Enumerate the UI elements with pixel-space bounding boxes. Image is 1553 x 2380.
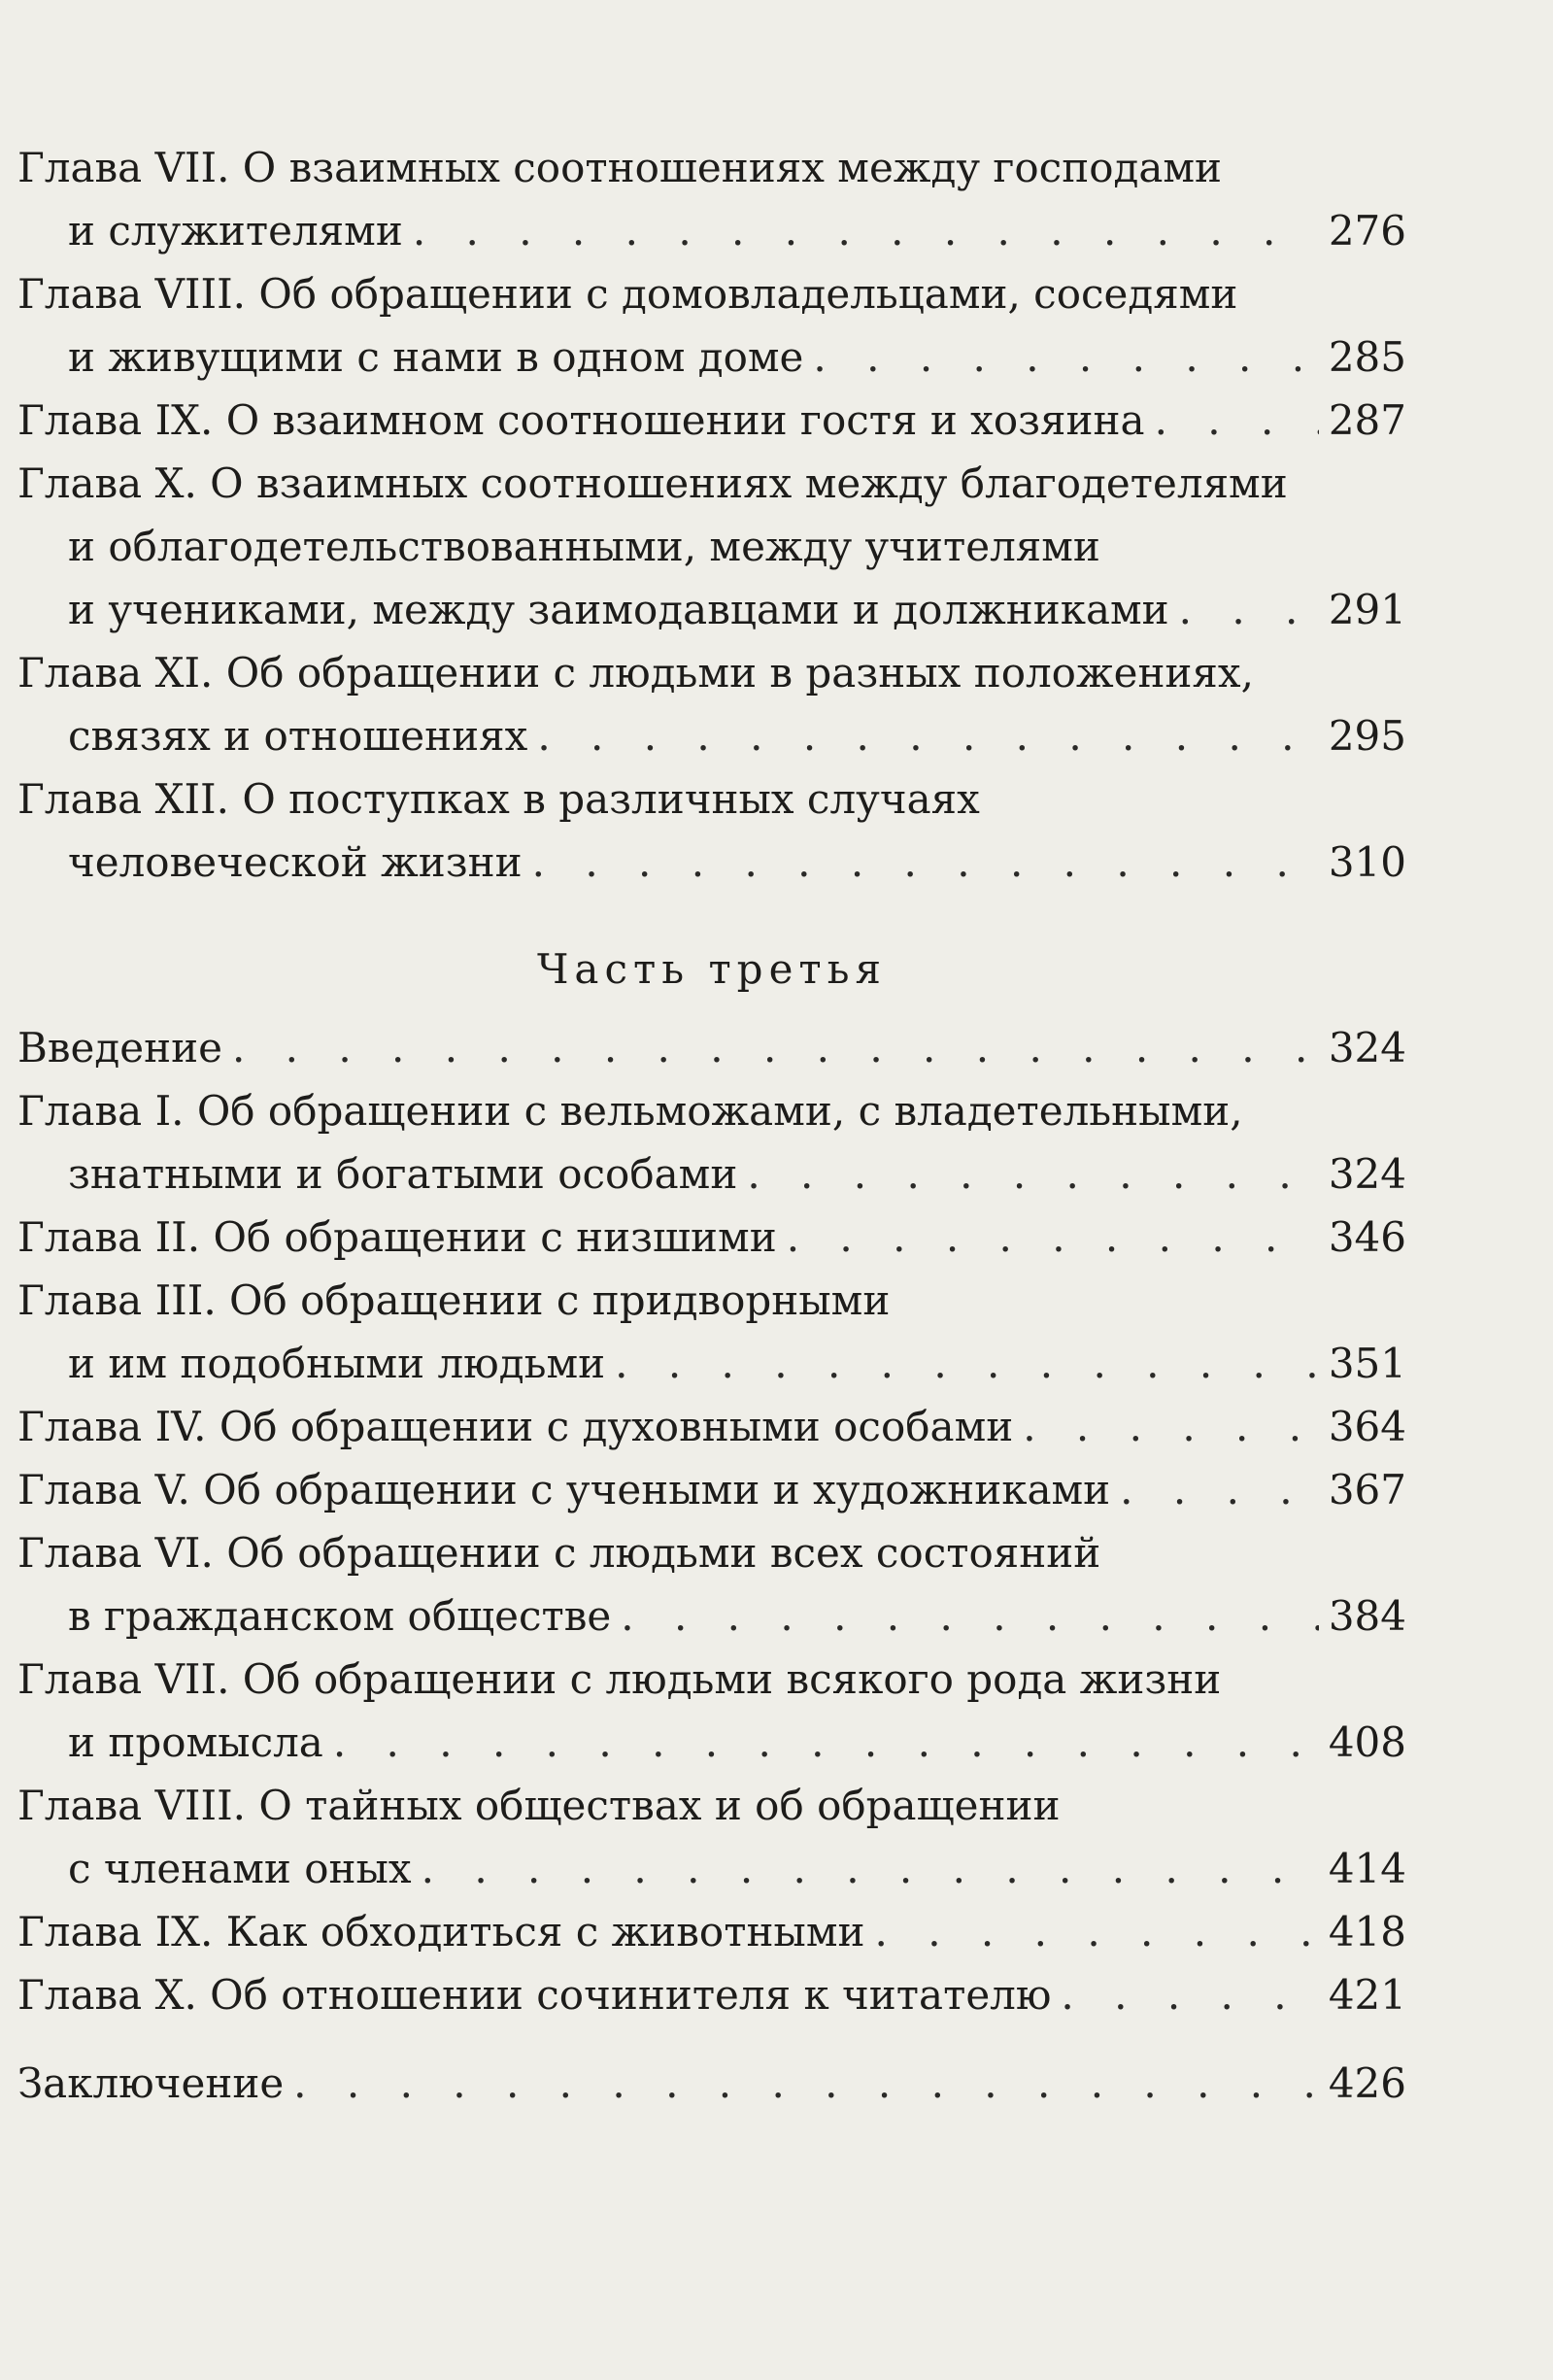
toc-entry-text: и служителями — [68, 207, 403, 255]
dot-leader — [232, 1016, 1319, 1079]
dot-leader — [537, 704, 1319, 767]
toc-entry-text: Глава V. Об обращении с учеными и художниками — [17, 1466, 1111, 1513]
toc-page-number: 310 — [1328, 838, 1406, 886]
toc-entry-text: Глава X. О взаимных соотношениях между благодетелями — [17, 459, 1288, 507]
dot-leader — [293, 2052, 1319, 2115]
part-three-title: Часть третья — [536, 945, 888, 993]
toc-line — [17, 1711, 1406, 1774]
toc-entry — [17, 262, 1406, 389]
dot-leader — [813, 325, 1318, 389]
dot-leader — [615, 1332, 1319, 1395]
toc-line — [17, 1963, 1406, 2026]
toc-line — [17, 452, 1406, 515]
dot-leader — [875, 1900, 1319, 1963]
toc-line — [17, 767, 1406, 831]
toc-page-number: 364 — [1328, 1403, 1406, 1450]
toc-entry-text: и промысла — [68, 1718, 323, 1766]
toc-part-three — [17, 1016, 1406, 2026]
toc-entry-text: Заключение — [17, 2059, 285, 2107]
toc-page-number: 285 — [1328, 333, 1406, 381]
spacer — [17, 2026, 1406, 2052]
toc-entry-text: Глава VI. Об обращении с людьми всех состояний — [17, 1529, 1101, 1577]
toc-line — [17, 1395, 1406, 1458]
toc-line — [17, 389, 1406, 452]
toc-entry — [17, 1521, 1406, 1648]
toc-entry-text: Глава X. Об отношении сочинителя к читателю — [17, 1971, 1052, 2019]
toc-line — [17, 1774, 1406, 1837]
toc-entry-text: Глава IX. Как обходиться с животными — [17, 1908, 865, 1955]
toc-page-number: 295 — [1328, 712, 1406, 760]
toc-page-number: 426 — [1328, 2059, 1406, 2107]
toc-entry — [17, 136, 1406, 262]
toc-entry-text: и учениками, между заимодавцами и должниками — [68, 586, 1169, 633]
toc-entry — [17, 389, 1406, 452]
toc-line — [17, 1332, 1406, 1395]
toc-page-number: 367 — [1328, 1466, 1406, 1513]
toc-entry-text: и им подобными людьми — [68, 1340, 606, 1387]
toc-page-number: 276 — [1328, 207, 1406, 255]
toc-page-number: 421 — [1328, 1971, 1406, 2019]
toc-entry — [17, 767, 1406, 894]
toc-page-number: 414 — [1328, 1845, 1406, 1892]
toc-entry-text: Глава XI. Об обращении с людьми в разных положениях, — [17, 649, 1254, 697]
toc-line — [17, 199, 1406, 262]
toc-line — [17, 1584, 1406, 1648]
toc-page-number: 351 — [1328, 1340, 1406, 1387]
toc-line — [17, 831, 1406, 894]
toc-entry-text: Глава II. Об обращении с низшими — [17, 1213, 777, 1261]
dot-leader — [787, 1206, 1319, 1269]
toc-line — [17, 325, 1406, 389]
dot-leader — [422, 1837, 1319, 1900]
toc-conclusion — [17, 2052, 1406, 2115]
toc-entry-text: с членами оных — [68, 1845, 412, 1892]
toc-entry-text: Глава III. Об обращении с придворными — [17, 1276, 891, 1324]
toc-entry-text: Глава IX. О взаимном соотношении гостя и хозяина — [17, 396, 1145, 444]
toc-entry-text: Введение — [17, 1024, 222, 1071]
toc-page-number: 324 — [1328, 1150, 1406, 1198]
toc-line — [17, 641, 1406, 704]
toc-line — [17, 1016, 1406, 1079]
toc-entry — [17, 2052, 1406, 2115]
toc-entry-text: и облагодетельствованными, между учителями — [68, 523, 1100, 570]
toc-line — [17, 1142, 1406, 1206]
dot-leader — [1155, 389, 1319, 452]
toc-line — [17, 1837, 1406, 1900]
toc-line — [17, 136, 1406, 199]
toc-line — [17, 1648, 1406, 1711]
toc-line — [17, 704, 1406, 767]
dot-leader — [747, 1142, 1318, 1206]
toc-entry — [17, 1963, 1406, 2026]
toc-entry — [17, 1016, 1406, 1079]
toc-entry — [17, 1648, 1406, 1774]
toc-entry — [17, 452, 1406, 641]
toc-line — [17, 2052, 1406, 2115]
toc-line — [17, 578, 1406, 641]
toc-entry — [17, 1269, 1406, 1395]
toc-entry-text: Глава VII. О взаимных соотношениях между господами — [17, 144, 1223, 191]
toc-page-number: 346 — [1328, 1213, 1406, 1261]
toc-entry-text: знатными и богатыми особами — [68, 1150, 738, 1198]
toc-entry — [17, 1774, 1406, 1900]
toc-line — [17, 262, 1406, 325]
toc-entry-text: Глава XII. О поступках в различных случаях — [17, 775, 980, 823]
toc-entry — [17, 1206, 1406, 1269]
toc-line — [17, 1521, 1406, 1584]
toc-page-number: 408 — [1328, 1718, 1406, 1766]
toc-page-number: 384 — [1328, 1592, 1406, 1640]
toc-page — [17, 136, 1406, 2115]
dot-leader — [1179, 578, 1319, 641]
toc-entry-text: и живущими с нами в одном доме — [68, 333, 804, 381]
toc-line — [17, 1079, 1406, 1142]
toc-entry-text: Глава IV. Об обращении с духовными особами — [17, 1403, 1014, 1450]
dot-leader — [1061, 1963, 1318, 2026]
toc-part-two — [17, 136, 1406, 894]
toc-page-number: 418 — [1328, 1908, 1406, 1955]
toc-entry-text: связях и отношениях — [68, 712, 528, 760]
toc-entry — [17, 641, 1406, 767]
toc-entry-text: Глава VII. Об обращении с людьми всякого рода жизни — [17, 1655, 1222, 1703]
dot-leader — [621, 1584, 1319, 1648]
toc-line — [17, 1458, 1406, 1521]
toc-entry-text: Глава VIII. О тайных обществах и об обращении — [17, 1782, 1061, 1829]
toc-page-number: 291 — [1328, 586, 1406, 633]
toc-entry-text: Глава VIII. Об обращении с домовладельцами, соседями — [17, 270, 1238, 318]
toc-line — [17, 1269, 1406, 1332]
toc-line — [17, 1900, 1406, 1963]
dot-leader — [413, 199, 1319, 262]
toc-entry — [17, 1458, 1406, 1521]
dot-leader — [1120, 1458, 1319, 1521]
dot-leader — [333, 1711, 1319, 1774]
toc-entry-text: человеческой жизни — [68, 838, 523, 886]
dot-leader — [532, 831, 1319, 894]
dot-leader — [1023, 1395, 1319, 1458]
toc-entry — [17, 1395, 1406, 1458]
toc-page-number: 324 — [1328, 1024, 1406, 1071]
toc-line — [17, 515, 1406, 578]
toc-entry-text: Глава I. Об обращении с вельможами, с владетельными, — [17, 1087, 1243, 1135]
toc-line — [17, 1206, 1406, 1269]
toc-entry — [17, 1079, 1406, 1206]
toc-entry-text: в гражданском обществе — [68, 1592, 612, 1640]
toc-page-number: 287 — [1328, 396, 1406, 444]
toc-entry — [17, 1900, 1406, 1963]
